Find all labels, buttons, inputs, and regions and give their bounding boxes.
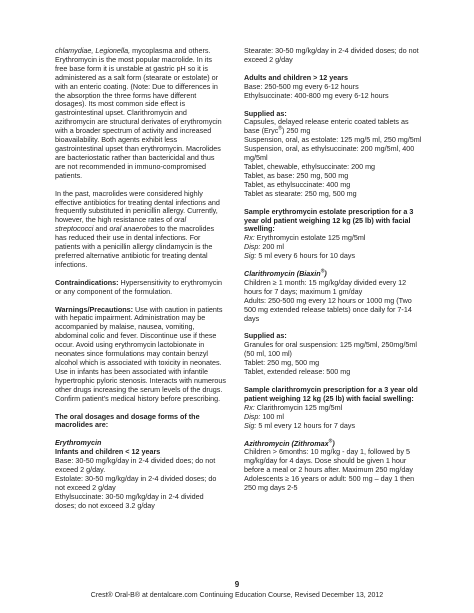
warnings-text: Use with caution in patients with hepatic impairment. Administration may be accompanied by malaise, nausea, vomiting, abdominal colic and fever. Discontinue use if these occur. Avoid using erythromycin lactobionate in neonates since formulations may contain benzyl alcohol which is associated with toxicity in neonates. Use in infants has been associated with infantile hypertrophic pyloric stenosis. Interacts with numerous other drugs increasing the serum levels of the drugs. Confirm patient's medical history before prescribing. — [55, 304, 226, 403]
resistance-italic-1: oral streptococci — [55, 215, 187, 234]
intro-italic: chlamydiae, Legionella, — [55, 46, 131, 55]
warnings-paragraph — [55, 306, 226, 404]
clarithromycin-prescription-heading: Sample clarithromycin prescription for a 3 year old patient weighing 12 kg (25 lb) with facial swelling: — [244, 385, 418, 403]
clarithromycin-title-close: ) — [324, 269, 327, 279]
contraindications-paragraph — [55, 279, 226, 297]
supplied-granules: Granules for oral suspension: 125 mg/5ml, 250mg/5ml (50 ml, 100 ml) — [244, 340, 417, 359]
resistance-paragraph — [55, 190, 226, 270]
supplied-stearate-tablet: Tablet as stearate: 250 mg, 500 mg — [244, 188, 357, 198]
clarithromycin-sig-line — [244, 422, 422, 431]
erythromycin-base-dose: Base: 30-50 mg/kg/day in 2-4 divided does; do not exceed 2 g/day. — [55, 456, 216, 475]
adults-ethylsuccinate-dose: Ethylsuccinate: 400-800 mg every 6-12 hours — [244, 90, 389, 100]
supplied-heading-erythromycin: Supplied as: — [244, 108, 287, 118]
clarithromycin-children-dose: Children ≥ 1 month: 15 mg/kg/day divided every 12 hours for 7 days; maximum 1 gm/day — [244, 277, 407, 296]
erythromycin-prescription-heading: Sample erythromycin estolate prescription for a 3 year old patient weighing 12 kg (25 lb) with facial swelling: — [244, 206, 414, 234]
supplied-capsules-text: Capsules, delayed release enteric coated tablets as base (Eryc — [244, 117, 409, 136]
clarithromycin-title-text: Clarithromycin (Biaxin — [244, 269, 321, 279]
sig-label: Sig: — [244, 251, 257, 261]
sig-text: 5 ml every 12 hours for 7 days — [256, 420, 356, 430]
rx-text: Clarithromycin 125 mg/5ml — [254, 402, 343, 412]
supplied-extended-tablet: Tablet, extended release: 500 mg — [244, 367, 351, 377]
disp-label: Disp: — [244, 411, 261, 421]
contraindications-text: Hypersensitivity to erythromycin or any component of the formulation. — [55, 277, 222, 296]
disp-text: 100 ml — [260, 411, 284, 421]
supplied-capsules — [244, 118, 422, 136]
rx-label: Rx: — [244, 402, 255, 412]
erythromycin-sig-line — [244, 252, 422, 261]
erythromycin-title: Erythromycin — [55, 438, 102, 448]
supplied-capsules-end: ) 250 mg — [282, 126, 311, 136]
left-column — [55, 47, 226, 511]
rx-label: Rx: — [244, 233, 255, 243]
erythromycin-ethylsuccinate-dose: Ethylsuccinate: 30-50 mg/kg/day in 2-4 divided doses; do not exceed 3.2 g/day — [55, 491, 204, 510]
erythromycin-children-heading: Infants and children < 12 years — [55, 447, 161, 457]
intro-paragraph — [55, 47, 226, 181]
azithromycin-adult-dose: Adolescents ≥ 16 years or adult: 500 mg – day 1 then 250 mg days 2-5 — [244, 474, 415, 493]
supplied-tablet: Tablet: 250 mg, 500 mg — [244, 358, 320, 368]
azithromycin-children-dose: Children > 6months: 10 mg/kg - day 1, followed by 5 mg/kg/day for 4 days. Dose should be given 1 hour before a meal or 2 hours after. Maximum 250 mg/day — [244, 447, 413, 475]
contraindications-label: Contraindications: — [55, 277, 119, 287]
adults-base-dose: Base: 250-500 mg every 6-12 hours — [244, 81, 359, 91]
registered-mark: ® — [278, 125, 283, 132]
resistance-text-1: In the past, macrolides were considered highly effective antibiotics for treating dental infections and frequently substituted in penicillin allergy. Currently, however, the high resistance rates of — [55, 188, 220, 225]
sig-text: 5 ml every 6 hours for 10 days — [256, 251, 356, 261]
disp-text: 200 ml — [260, 242, 284, 252]
supplied-ethylsuccinate-suspension: Suspension, oral, as ethylsuccinate: 200 mg/5ml, 400 mg/5ml — [244, 144, 415, 163]
supplied-base-tablet: Tablet, as base: 250 mg, 500 mg — [244, 170, 349, 180]
warnings-label: Warnings/Precautions: — [55, 304, 134, 314]
resistance-text-2: and — [93, 224, 110, 234]
oral-dosages-heading: The oral dosages and dosage forms of the macrolides are: — [55, 411, 200, 430]
supplied-ethylsuccinate-tablet: Tablet, as ethylsuccinate: 400 mg — [244, 179, 351, 189]
adults-heading: Adults and children > 12 years — [244, 72, 349, 82]
right-column — [244, 47, 422, 493]
clarithromycin-adults-dose: Adults: 250-500 mg every 12 hours or 1000 mg (Two 500 mg extended release tablets) once daily for 7-14 days — [244, 295, 412, 323]
supplied-heading-clarithromycin: Supplied as: — [244, 331, 287, 341]
rx-text: Erythromycin estolate 125 mg/5ml — [254, 233, 366, 243]
footer-text: Crest® Oral-B® at dentalcare.com Continuing Education Course, Revised December 13, 2012 — [90, 592, 384, 599]
registered-mark: ® — [320, 268, 325, 275]
sig-label: Sig: — [244, 420, 257, 430]
supplied-chewable-tablet: Tablet, chewable, ethylsuccinate: 200 mg — [244, 161, 376, 171]
supplied-estolate-suspension: Suspension, oral, as estolate: 125 mg/5 ml, 250 mg/5ml — [244, 135, 422, 145]
page-number: 9 — [234, 580, 240, 589]
azithromycin-title-close: ) — [332, 438, 335, 448]
intro-text: mycoplasma and others. Erythromycin is the most popular macrolide. In its free base form it is unstable at gastric pH so it is administered as a salt form (stearate or estolate) or with an enteric coating. (Note: Due to differences in the absorption the three forms have different dosages). Its most common side effect is gastrointestinal upset. Clarithromycin and azithromycin are structural derivates of erythromycin with a broader spectrum of activity and increased bioavailability. Both agents exhibit less gastrointestinal upset than erythromycin. Macrolides are bacteriostatic rather than bactericidal and thus are not recommended in immuno-compromised patients. — [55, 46, 222, 180]
resistance-italic-2: oral anaerobes — [109, 224, 158, 234]
erythromycin-estolate-dose: Estolate: 30-50 mg/kg/day in 2-4 divided doses; do not exceed 2 g/day — [55, 473, 217, 492]
resistance-text-3: to the macrolides has reduced their use in dental infections. For patients with a penicillin allergy clindamycin is the preferred alternative antibiotic for treating dental infections. — [55, 224, 215, 269]
stearate-dose: Stearate: 30-50 mg/kg/day in 2-4 divided doses; do not exceed 2 g/day — [244, 46, 419, 64]
azithromycin-title-text: Azithromycin (Zithromax — [244, 438, 329, 448]
registered-mark: ® — [328, 438, 333, 445]
disp-label: Disp: — [244, 242, 261, 252]
